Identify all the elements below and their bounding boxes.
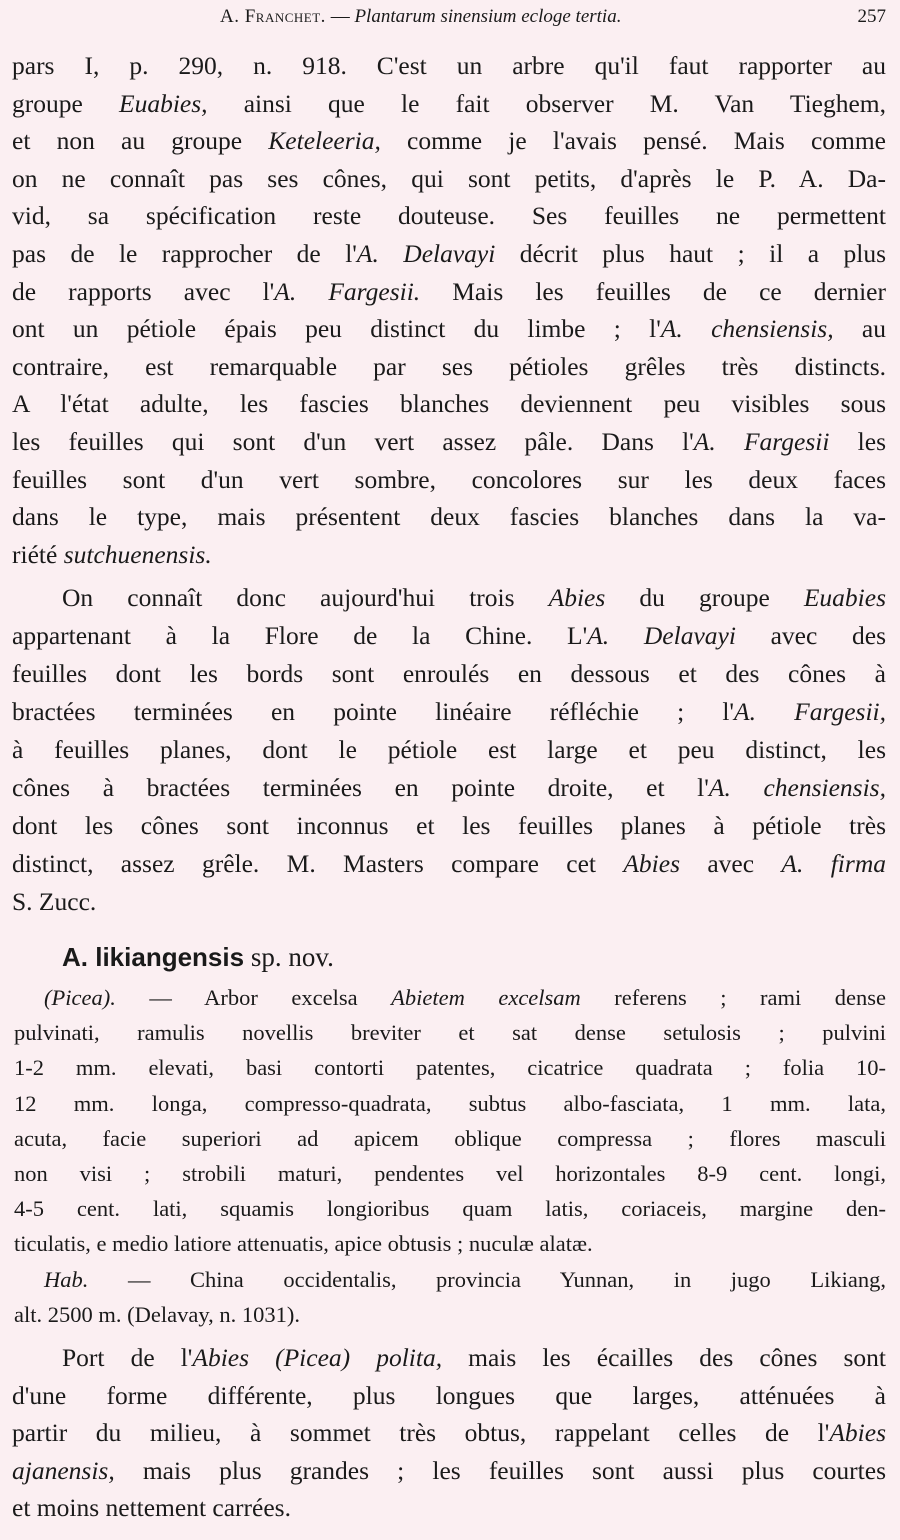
text-run: distinct, assez grêle. M. Masters compare cet xyxy=(12,849,624,878)
paragraph2-line xyxy=(12,694,886,730)
description-line xyxy=(14,1121,886,1157)
paragraph2-line xyxy=(12,618,886,654)
paragraph1-line xyxy=(12,161,886,197)
text-run: d'une forme différente, plus longues que larges, atténuées à xyxy=(12,1380,886,1410)
text-run: — China occidentalis, provincia Yunnan, in jugo Likiang, xyxy=(88,1267,886,1292)
header-dash: — xyxy=(330,6,350,27)
text-run: les xyxy=(829,427,887,456)
italic-term: Hab. xyxy=(44,1267,89,1292)
italic-term: A. firma xyxy=(781,849,886,878)
description-line xyxy=(14,1156,886,1192)
header-author: A. Franchet. xyxy=(220,6,326,27)
text-run: les feuilles qui sont d'un vert assez pâle. Dans l' xyxy=(12,427,694,456)
text-run: pars I, p. 290, n. 918. C'est un arbre qu'il faut rapporter au xyxy=(12,51,886,80)
paragraph2-line xyxy=(62,580,886,616)
text-run: appartenant à la Flore de la Chine. L' xyxy=(12,621,588,650)
text-run: on ne connaît pas ses cônes, qui sont petits, d'après le P. A. Da- xyxy=(12,163,886,193)
text-run: alt. 2500 m. (Delavay, n. 1031). xyxy=(14,1302,300,1328)
paragraph3-line xyxy=(12,1490,886,1526)
text-run: feuilles sont d'un vert sombre, concolores sur les deux faces xyxy=(12,464,886,494)
text-run: contraire, est remarquable par ses pétioles grêles très distincts. xyxy=(12,351,886,381)
text-run: 4-5 cent. lati, squamis longioribus quam latis, coriaceis, margine den- xyxy=(14,1196,886,1222)
italic-term: A. Delavayi xyxy=(356,239,496,268)
paragraph2-line xyxy=(12,808,886,844)
text-run: comme je l'avais pensé. Mais comme xyxy=(380,126,887,156)
paragraph1-line xyxy=(12,311,886,347)
italic-term: Euabies, xyxy=(119,88,208,118)
paragraph1-line xyxy=(12,274,886,310)
paragraph1-line xyxy=(12,537,886,573)
paragraph1-line xyxy=(12,86,886,122)
text-run: dont les cônes sont inconnus et les feuilles planes à pétiole très xyxy=(12,811,886,840)
italic-term: Euabies xyxy=(803,583,886,612)
header-title: Plantarum sinensium ecloge tertia. xyxy=(354,6,622,27)
paragraph1-line xyxy=(12,386,886,422)
paragraph2-line xyxy=(12,732,886,768)
text-run: ont un pétiole épais peu distinct du limbe ; l' xyxy=(12,314,661,344)
text-run: avec des xyxy=(735,621,886,650)
italic-term: (Picea). xyxy=(44,985,116,1010)
italic-term: Abietem excelsam xyxy=(391,985,581,1010)
text-run: cônes à bractées terminées en pointe droite, et l' xyxy=(12,773,709,802)
italic-term: A. chensiensis, xyxy=(660,314,834,344)
italic-term: A. Fargesii xyxy=(693,427,830,456)
paragraph1-line xyxy=(12,499,886,535)
text-run: acuta, facie superiori ad apicem oblique compressa ; flores masculi xyxy=(14,1125,886,1151)
description-line xyxy=(44,980,886,1016)
text-run: pas de le rapprocher de l' xyxy=(12,239,357,268)
paragraph1-line xyxy=(12,48,886,84)
text-run: et non au groupe xyxy=(12,126,269,156)
description-line xyxy=(14,1226,886,1262)
text-run: On connaît donc aujourd'hui trois xyxy=(62,583,549,612)
italic-term: A. Fargesii, xyxy=(734,697,886,726)
text-run: décrit plus haut ; il a plus xyxy=(495,239,886,268)
italic-term: Keteleeria, xyxy=(268,126,381,156)
text-run: et moins nettement carrées. xyxy=(12,1493,291,1523)
paragraph1-line xyxy=(12,462,886,498)
text-run: partir du milieu, à sommet très obtus, rappelant celles de l' xyxy=(12,1418,830,1448)
text-run: mais les écailles des cônes sont xyxy=(442,1343,886,1372)
description-line xyxy=(14,1050,886,1086)
text-run: au xyxy=(833,314,886,344)
text-run: pulvinati, ramulis novellis breviter et sat dense setulosis ; pulvini xyxy=(14,1020,886,1046)
paragraph3-line xyxy=(12,1453,886,1489)
text-run: groupe xyxy=(12,88,119,118)
running-title xyxy=(220,4,621,30)
italic-term: ajanensis, xyxy=(12,1455,115,1485)
text-run: riété xyxy=(12,539,64,569)
text-run: de rapports avec l' xyxy=(12,276,275,306)
paragraph3-line xyxy=(12,1378,886,1414)
description-line xyxy=(14,1086,886,1122)
species-name: A. likiangensis xyxy=(62,942,245,972)
paragraph2-line xyxy=(12,656,886,692)
text-run: ainsi que le fait observer M. Van Tieghem, xyxy=(207,88,886,118)
italic-term: sutchuenensis. xyxy=(63,539,212,569)
text-run: vid, sa spécification reste douteuse. Ses feuilles ne permettent xyxy=(12,201,886,231)
paragraph1-line xyxy=(12,349,886,385)
paragraph1-line xyxy=(12,236,886,272)
text-run: 1-2 mm. elevati, basi contorti patentes, cicatrice quadrata ; folia 10- xyxy=(14,1055,886,1081)
paragraph1-line xyxy=(12,198,886,234)
species-suffix: sp. nov. xyxy=(244,942,334,972)
text-run: A l'état adulte, les fascies blanches deviennent peu visibles sous xyxy=(12,389,886,419)
text-run: Mais les feuilles de ce dernier xyxy=(420,276,886,306)
italic-term: A. Delavayi xyxy=(587,621,736,650)
habitat-line xyxy=(44,1262,886,1298)
text-run: du groupe xyxy=(605,583,804,612)
paragraph2-line xyxy=(12,884,886,920)
description-line xyxy=(14,1015,886,1051)
species-heading xyxy=(62,938,334,976)
habitat-line xyxy=(14,1297,886,1333)
running-header xyxy=(0,4,900,30)
text-run: non visi ; strobili maturi, pendentes vel horizontales 8-9 cent. longi, xyxy=(14,1161,886,1186)
page-number: 257 xyxy=(857,6,886,27)
italic-term: A. Fargesii. xyxy=(274,276,421,306)
text-run: dans le type, mais présentent deux fascies blanches dans la va- xyxy=(12,502,886,532)
italic-term: Abies xyxy=(548,583,606,612)
text-run: ticulatis, e medio latiore attenuatis, apice obtusis ; nuculæ alatæ. xyxy=(14,1231,593,1257)
text-run: mais plus grandes ; les feuilles sont aussi plus courtes xyxy=(114,1455,886,1485)
italic-term: A. chensiensis, xyxy=(708,773,886,802)
italic-term: Abies xyxy=(623,849,680,878)
text-run: Port de l' xyxy=(62,1343,193,1372)
italic-term: Abies (Picea) polita, xyxy=(192,1343,443,1372)
text-run: S. Zucc. xyxy=(12,887,97,916)
text-run: à feuilles planes, dont le pétiole est large et peu distinct, les xyxy=(12,735,886,764)
paragraph1-line xyxy=(12,424,886,460)
text-run: avec xyxy=(680,849,782,878)
text-run: bractées terminées en pointe linéaire réfléchie ; l' xyxy=(12,697,735,726)
italic-term: Abies xyxy=(829,1418,886,1448)
paragraph1-line xyxy=(12,123,886,159)
description-line xyxy=(14,1191,886,1227)
paragraph2-line xyxy=(12,846,886,882)
text-run: 12 mm. longa, compresso-quadrata, subtus albo-fasciata, 1 mm. lata, xyxy=(14,1090,886,1116)
text-run: — Arbor excelsa xyxy=(115,985,392,1010)
text-run: feuilles dont les bords sont enroulés en dessous et des cônes à xyxy=(12,659,886,688)
paragraph2-line xyxy=(12,770,886,806)
paragraph3-line xyxy=(12,1415,886,1451)
text-run: referens ; rami dense xyxy=(580,985,887,1010)
paragraph3-line xyxy=(62,1340,886,1376)
